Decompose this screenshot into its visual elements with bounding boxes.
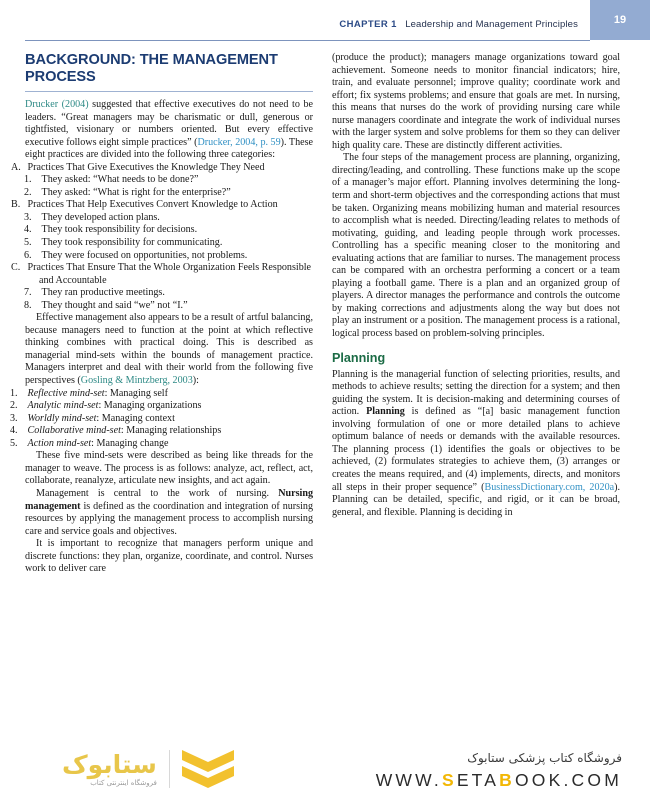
paragraph-text: Management is central to the work of nursing. [36,487,279,499]
paragraph-artful-balancing [25,312,313,387]
list-text: They took responsibility for decisions. [41,224,198,236]
mindset-term: Worldly mind-set [27,412,97,424]
list-item: 6. They were focused on opportunities, not problems. [24,249,248,261]
list-item: 2. Analytic mind-set: Managing organizations [10,400,202,412]
paragraph-text-tail: is defined as the coordination and integration of nursing resources by applying the management process to accomplish nursing care and service goals and objectives. [25,500,313,537]
logo-divider [169,750,170,788]
list-item: 3. Worldly mind-set: Managing context [10,412,175,424]
mindset-desc: : Managing relationships [120,425,222,437]
paragraph-planning-definition [332,369,620,520]
list-text: They developed action plans. [41,211,160,223]
running-head [25,14,650,40]
list-text: They asked: “What needs to be done?” [41,174,199,186]
list-item: C. Practices That Ensure That the Whole Organization Feels Responsible and Accountable [11,262,312,286]
list-item: 1. Reflective mind-set: Managing self [10,387,168,399]
logo-subtitle: فروشگاه اینترنتی کتاب [90,778,157,787]
list-text: They thought and said “we” not “I.” [41,299,188,311]
paragraph-nursing-management [25,488,313,538]
term-planning: Planning [366,406,405,418]
list-item: 1. They asked: “What needs to be done?” [24,174,199,186]
running-head-text [339,14,590,30]
mindset-desc: : Managing self [104,387,168,399]
url-eta: ETA [456,770,500,790]
list-item: 2. They asked: “What is right for the enterprise?” [24,186,231,198]
list-item: 5. They took responsibility for communicating. [24,237,223,249]
citation-drucker-2004: Drucker (2004) [25,99,89,110]
subsection-heading-planning: Planning [332,350,386,365]
list-text: They took responsibility for communicating. [41,237,223,249]
practice-list-7-8 [25,287,313,312]
list-text: Practices That Ensure That the Whole Organization Feels Responsible and Accountable [27,262,312,286]
section-heading: BACKGROUND: THE MANAGEMENT PROCESS [25,52,278,85]
list-item: 5. Action mind-set: Managing change [10,437,169,449]
paragraph-text-mid: is defined as “[a] basic management function involving formulation of one or more detailed plans to achieve optimum balance of needs or demands with the available resources. The planning process (1) identifies the goals or objectives to be achieved, (2) formulates strategies to achieve them, (3) arranges or creates the means required, and (4) implements, directs, and monitors all steps in their proper sequence” ( [332,406,620,493]
paragraph-four-steps: The four steps of the management process are planning, organizing, directing/leading, and controlling. These functions make up the scope of a manager’s major effort. Planning involves determining the long-term and short-term objectives and the corresponding actions that must be taken. Organizing means mobilizing human and material resources to accomplish what is needed. Directing/leading relates to methods of motivating, guiding, and leading people through work processes. Controlling has a specific meaning closer to the monitoring and evaluating actions that are familiar to nurses. The management process can be compared with an orchestra performing a concert or a team playing a football game. There is a plan and an organized group of players. A director manages the performance and controls the outcome by making corrections and adjustments along the way but does not play an instrument or a position. The management process is a rational, logical process based on problem-solving principles. [332,152,620,340]
header-rule [25,40,590,41]
body-columns [10,52,625,576]
chevron-down-icon [180,748,236,790]
list-text: Practices That Give Executives the Knowledge They Need [27,161,265,173]
url-highlight-b: B [499,770,515,790]
paragraph-drucker [25,99,313,162]
footer-brand [376,751,622,791]
right-column [332,52,620,576]
list-item: 4. They took responsibility for decisions. [24,224,198,236]
list-item: B. Practices That Help Executives Convert Knowledge to Action [11,199,278,211]
practice-category-list-a [11,161,313,175]
citation-drucker-p59: Drucker, 2004, p. 59 [197,136,281,148]
chevron-icon [180,748,236,790]
footer-tagline: فروشگاه کتاب پزشکی ستابوک [467,751,622,765]
paragraph-text-tail: ). Planning can be detailed, specific, and rigid, or it can be broad, general, and flexible. Planning is deciding in [332,481,620,518]
mindset-term: Analytic mind-set [27,400,99,412]
mindset-desc: : Managing context [96,412,175,424]
paragraph-text-tail: ). These eight practices are divided into the following three categories: [25,136,314,161]
paragraph-threads: These five mind-sets were described as being like threads for the manager to weave. The process is as follows: analyze, act, reflect, act, collaborate, reanalyze, articulate new insights, and act again. [25,450,313,487]
list-item: A. Practices That Give Executives the Knowledge They Need [11,161,265,173]
mindset-term: Reflective mind-set [27,387,105,399]
mindset-desc: : Managing change [91,437,169,449]
mindset-term: Collaborative mind-set [27,425,121,437]
list-text: Practices That Help Executives Convert Knowledge to Action [27,199,278,211]
list-item: 7. They ran productive meetings. [24,287,165,299]
list-text: They were focused on opportunities, not problems. [41,249,248,261]
paragraph-discrete-functions: It is important to recognize that managers perform unique and discrete functions: they plan, organize, coordinate, and control. Nurses work to deliver care [25,538,313,575]
list-item: 4. Collaborative mind-set: Managing relationships [10,425,222,437]
paragraph-text: suggested that effective executives do not need to be leaders. “Great managers may be charismatic or dull, generous or tightfisted, visionary or numbers oriented. But every effective executive follows eight simple practices” ( [25,99,314,148]
url-prefix: WWW. [375,770,442,790]
mindset-list [10,387,313,451]
logo-wordmark [62,749,157,787]
mindset-term: Action mind-set [27,437,92,449]
page-number: 19 [613,14,627,26]
practice-category-list-b [11,199,313,212]
left-column [10,52,314,576]
practice-list-1-2 [25,174,313,199]
list-item: 3. They developed action plans. [24,211,160,223]
setabook-logo [62,748,236,790]
list-item: 8. They thought and said “we” not “I.” [24,299,188,311]
mindset-desc: : Managing organizations [98,400,202,412]
practice-category-list-c [11,262,313,287]
logo-text: ستابوک [62,749,157,779]
term-nursing-management: Nursing management [25,487,313,512]
footer-watermark [0,745,650,802]
paragraph-produce-product: (produce the product); managers manage organizations toward goal achievement. Someone needs to monitor financial indicators; hire, train, and evaluate personnel; improve quality; coordinate work and effort; fix systems problems; and ensure that goals are met. In nursing, this means that nurses do the work of providing nursing care while nurse managers coordinate and integrate the work of individual nurses with the larger system and solve problems for them so they can deliver high quality care. These are distinctly different activities. [332,52,620,151]
citation-businessdictionary: BusinessDictionary.com, 2020a [484,481,615,493]
paragraph-text-tail: ): [192,375,199,387]
list-text: They ran productive meetings. [41,287,165,299]
paragraph-text: Effective management also appears to be a result of artful balancing, because managers need to function at the point at which reflective thinking combines with practical doing. This is described as managerial mind-sets within the bounds of management practice. Managers interpret and deal with their world from the following five perspectives ( [25,312,313,387]
list-text: They asked: “What is right for the enterprise?” [41,186,231,198]
footer-url [376,770,622,791]
practice-list-3-6 [25,212,313,262]
page-number-box [590,0,650,40]
section-heading-rule [25,91,313,92]
chapter-label: CHAPTER 1 [339,19,397,30]
url-suffix: OOK.COM [515,770,622,790]
chapter-title: Leadership and Management Principles [405,19,578,30]
citation-gosling-mintzberg: Gosling & Mintzberg, 2003 [80,375,193,387]
paragraph-text: Planning is the managerial function of selecting priorities, results, and methods to achieve results; setting the direction for a system; and then guiding the system. It is decision-making and determining courses of action. [332,368,620,418]
url-highlight-s: S [441,770,457,790]
